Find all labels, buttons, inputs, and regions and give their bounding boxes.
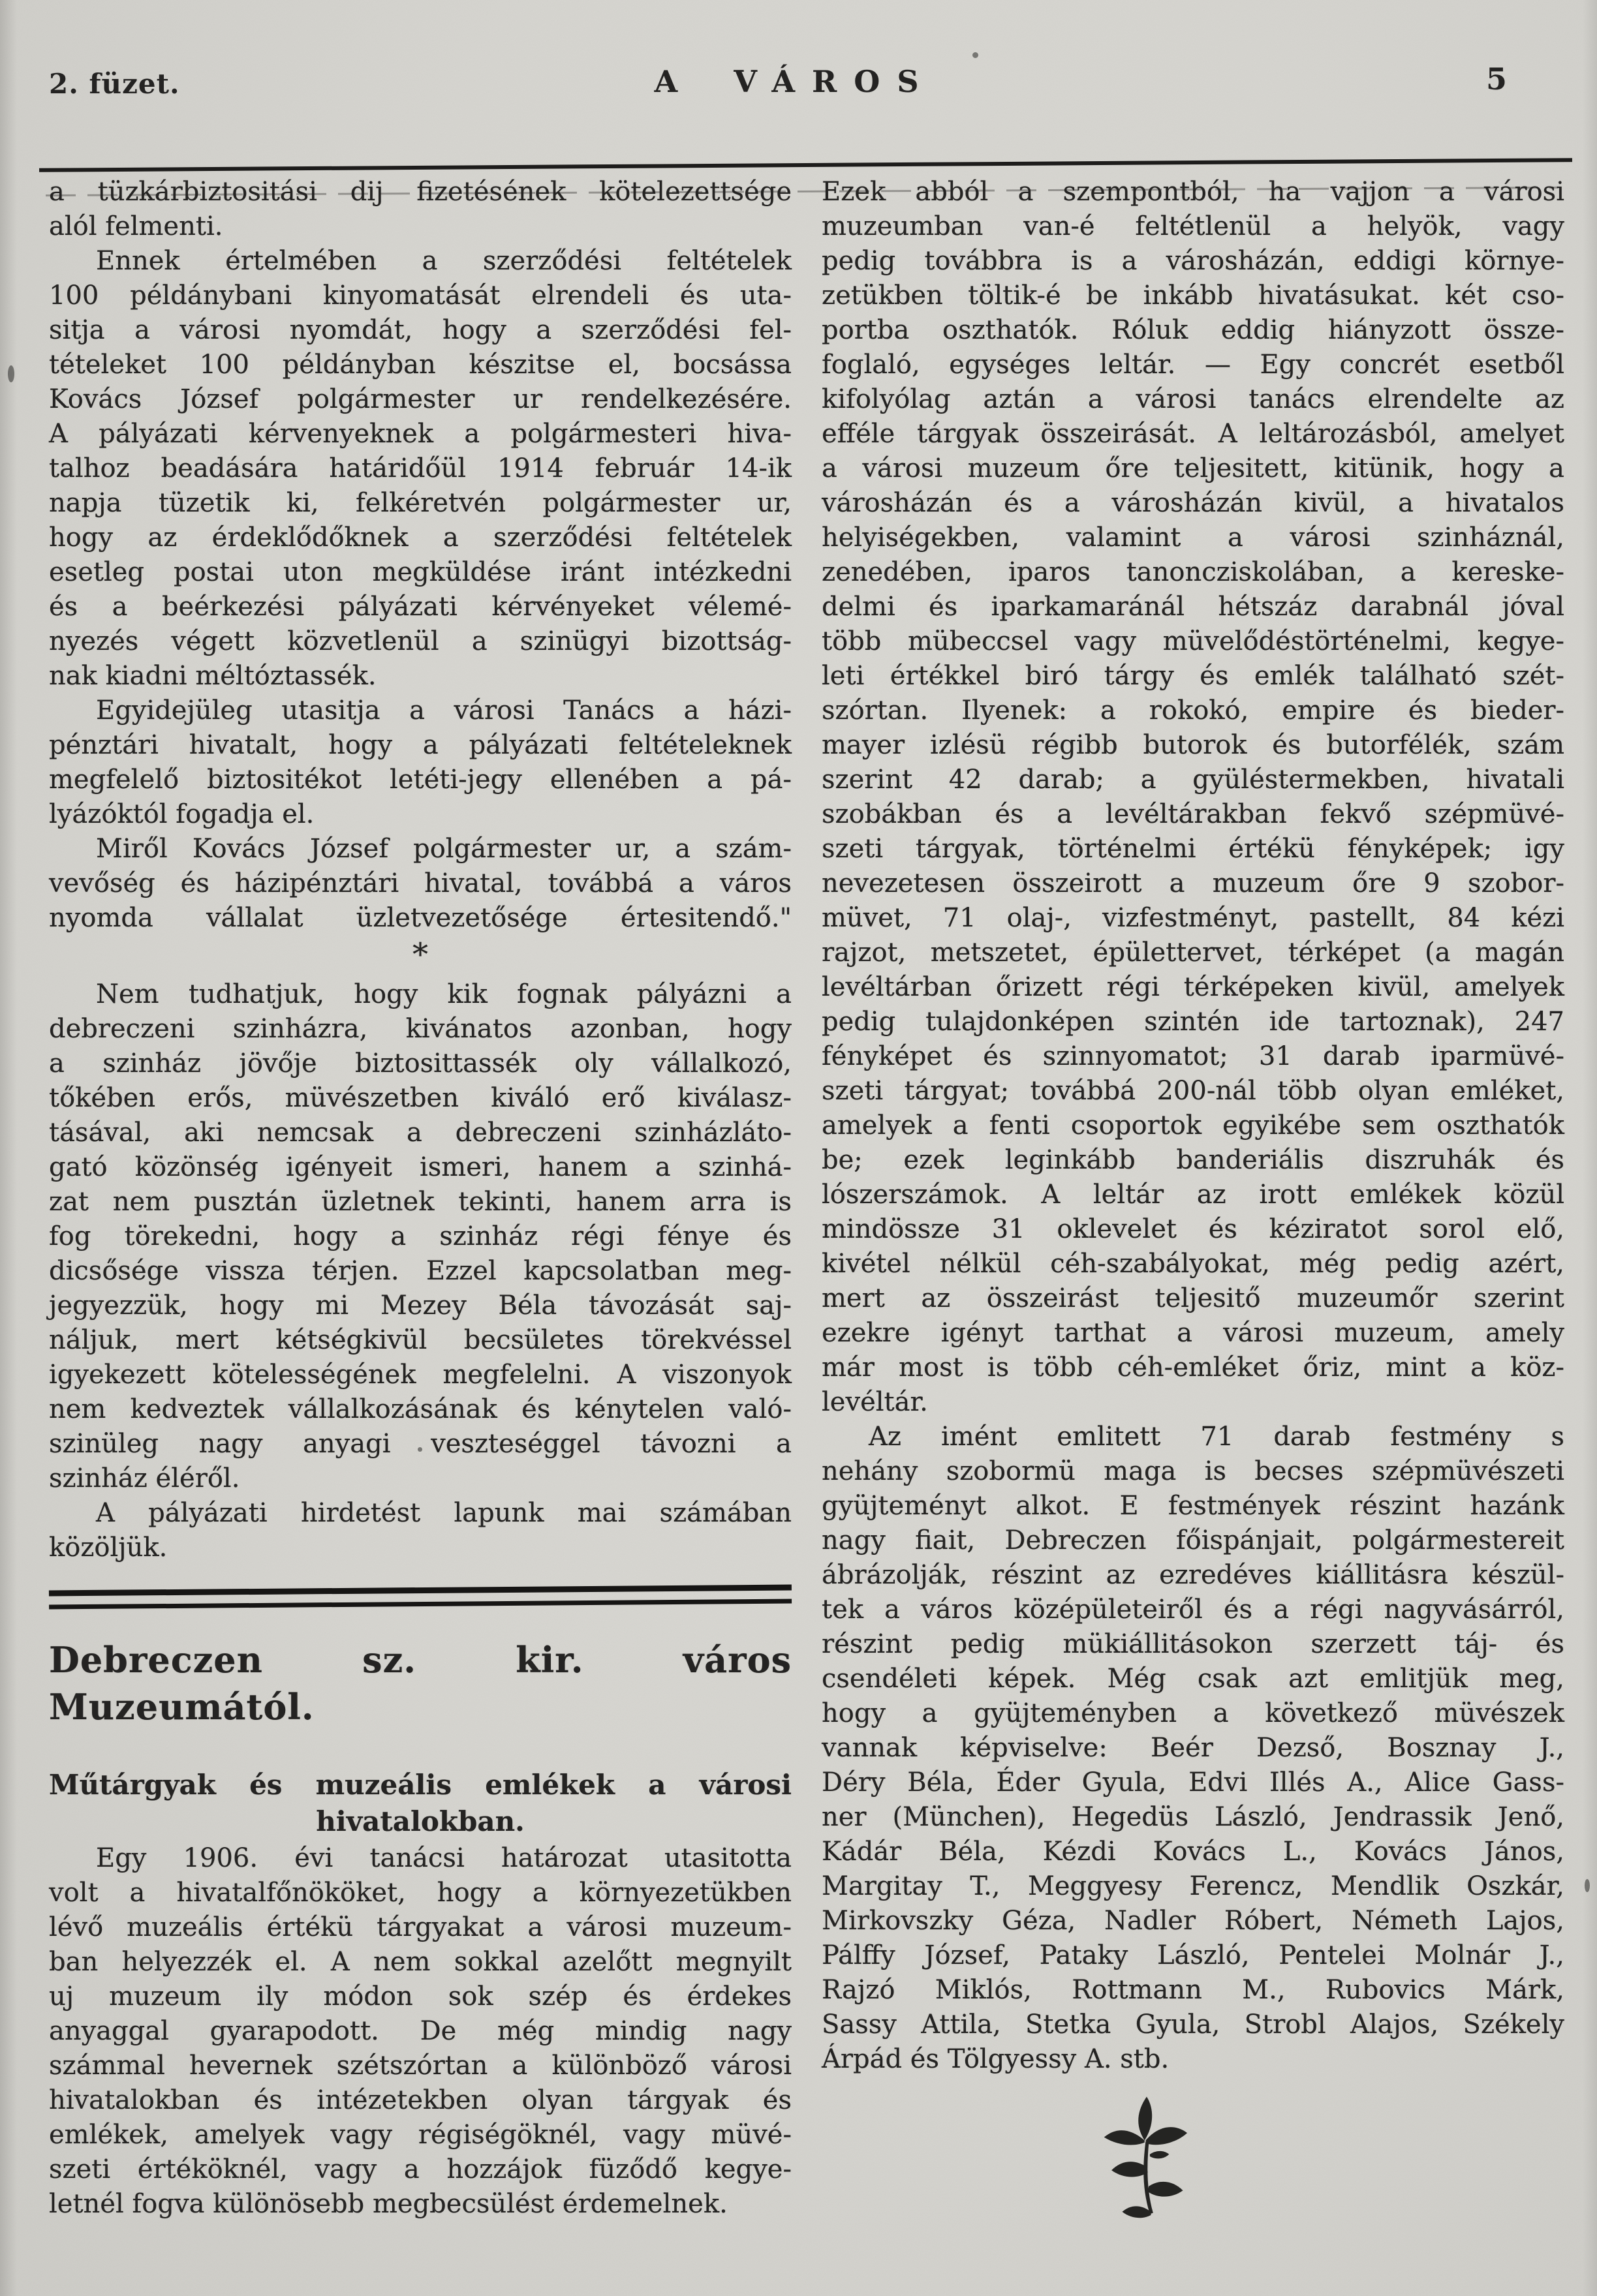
text-line: A pályázati hirdetést lapunk mai számában <box>96 1498 792 1528</box>
text-line: több mübeccsel vagy müvelődéstörténelmi, kegye- <box>822 626 1564 656</box>
text-line: esetleg postai uton megküldése iránt intézkedni <box>49 557 792 587</box>
text-line: Mirkovszky Géza, Nadler Róbert, Németh Lajos, <box>822 1906 1564 1936</box>
text-line: Rajzó Miklós, Rottmann M., Rubovics Márk, <box>822 1975 1564 2005</box>
paragraph <box>49 832 792 936</box>
text-line: pénztári hivatalt, hogy a pályázati feltételeknek <box>49 730 792 760</box>
text-line: szeti tárgyat; továbbá 200-nál több olyan emléket, <box>822 1076 1564 1106</box>
text-line: szeti tárgyak, történelmi értékü fényképek; igy <box>822 834 1564 864</box>
paragraph <box>49 244 792 694</box>
text-line: nagy fiait, Debreczen főispánjait, polgármestereit <box>822 1525 1564 1555</box>
text-line: nyomda vállalat üzletvezetősége értesitendő." <box>49 903 792 933</box>
text-line: helyiségekben, valamint a városi szinháznál, <box>822 523 1564 553</box>
text-line: 100 példánybani kinyomatását elrendeli és uta- <box>49 281 792 311</box>
text-line: fényképet és szinnyomatot; 31 darab iparmüvé- <box>822 1041 1564 1071</box>
text-line: delmi és iparkamaránál hétszáz darabnál jóval <box>822 592 1564 622</box>
text-line: nevezetesen összeirott a muzeum őre 9 szobor- <box>822 868 1564 898</box>
text-line: muzeumban van-é feltétlenül a helyök, vagy <box>822 211 1564 241</box>
page-number: 5 <box>1485 61 1507 97</box>
text-line: szerint 42 darab; a gyüléstermekben, hivatali <box>822 765 1564 795</box>
text-line: kifolyólag aztán a városi tanács elrendelte az <box>822 384 1564 414</box>
text-line: részint pedig mükiállitásokon szerzett táj- és <box>822 1629 1564 1659</box>
text-line: Ezek abból a szempontból, ha vajjon a városi <box>822 177 1564 207</box>
article-heading: Debreczen sz. kir. város Muzeumától. <box>49 1639 792 1728</box>
text-line: városházán és a városházán kivül, a hivatalos <box>822 488 1564 518</box>
text-line: számmal hevernek szétszórtan a különböző városi <box>49 2051 792 2081</box>
text-line: Nem tudhatjuk, hogy kik fognak pályázni a <box>96 979 792 1009</box>
article-subheading-line: hivatalokban. <box>316 1805 525 1837</box>
ink-speck <box>8 365 14 382</box>
text-line: mert az összeirást teljesitő muzeumőr szerint <box>822 1283 1564 1313</box>
text-line: tételeket 100 példányban készitse el, bocsássa <box>49 350 792 380</box>
text-line: szobákban és a levéltárakban fekvő szépmüvé- <box>822 799 1564 829</box>
text-line: lószerszámok. A leltár az irott emlékek közül <box>822 1180 1564 1210</box>
text-line: Árpád és Tölgyessy A. stb. <box>822 2044 1170 2074</box>
text-line: levéltárban őrizett régi térképeken kivül, amelyek <box>822 972 1564 1002</box>
text-line: nyezés végett közvetlenül a szinügyi bizottság- <box>49 626 792 656</box>
text-line: náljuk, mert kétségkivül becsületes törekvéssel <box>49 1325 792 1355</box>
text-line: be; ezek leginkább banderiális diszruhák és <box>822 1145 1564 1175</box>
text-line: a városi muzeum őre teljesitett, kitünik, hogy a <box>822 453 1564 483</box>
paragraph <box>822 175 1564 1420</box>
text-line: zetükben töltik-é be inkább hivatásukat. két cso- <box>822 281 1564 311</box>
paragraph <box>49 1496 792 1565</box>
text-line: lyázóktól fogadja el. <box>49 799 315 829</box>
text-line: anyaggal gyarapodott. De még mindig nagy <box>49 2016 792 2046</box>
text-line: ban helyezzék el. A nem sokkal azelőtt megnyilt <box>49 1947 792 1977</box>
text-line: kivétel nélkül céh-szabályokat, még pedig azért, <box>822 1249 1564 1279</box>
text-line: levéltár. <box>822 1387 928 1417</box>
text-line: szinház éléről. <box>49 1463 240 1493</box>
text-line: Egy 1906. évi tanácsi határozat utasitotta <box>96 1843 792 1873</box>
paragraph <box>822 1420 1564 2077</box>
text-line: csendéleti képek. Még csak azt emlitjük meg, <box>822 1664 1564 1694</box>
text-line: Pálffy József, Pataky László, Pentelei Molnár J., <box>822 1940 1564 1970</box>
text-line: zenedében, iparos tanoncziskolában, a kereske- <box>822 557 1564 587</box>
text-line: tőkében erős, müvészetben kiváló erő kiválasz- <box>49 1083 792 1113</box>
text-line: pedig továbbra is a városházán, eddigi környe- <box>822 246 1564 276</box>
paragraph <box>49 694 792 832</box>
text-line: tásával, aki nemcsak a debreczeni szinházláto- <box>49 1118 792 1148</box>
text-line: Ennek értelmében a szerződési feltételek <box>96 246 792 276</box>
text-line: letnél fogva különösebb megbecsülést érdemelnek. <box>49 2189 728 2219</box>
left-column-editorial-paragraphs <box>49 977 792 1565</box>
text-line: amelyek a fenti csoportok egyikébe sem oszthatók <box>822 1110 1564 1140</box>
text-line: és a beérkezési pályázati kérvényeket vélemé- <box>49 592 792 622</box>
text-line: efféle tárgyak összeirását. A leltározásból, amelyet <box>822 419 1564 449</box>
journal-title: A VÁROS <box>654 64 936 99</box>
text-line: zat nem pusztán üzletnek tekinti, hanem arra is <box>49 1187 792 1217</box>
section-separator-star: * <box>412 936 428 973</box>
text-line: talhoz beadására határidőül 1914 február 14-ik <box>49 453 792 483</box>
text-line: fog törekedni, hogy a szinház régi fénye és <box>49 1221 792 1251</box>
text-line: gató közönség igényeit ismeri, hanem a szinhá- <box>49 1152 792 1182</box>
text-line: gyüjteményt alkot. E festmények részint hazánk <box>822 1491 1564 1521</box>
right-column-paragraphs <box>822 175 1564 2077</box>
text-line: jegyezzük, hogy mi Mezey Béla távozását saj- <box>49 1291 792 1321</box>
text-line: Margitay T., Meggyesy Ferencz, Mendlik Oszkár, <box>822 1871 1564 1901</box>
article-body-paragraphs <box>49 1841 792 2222</box>
text-line: közöljük. <box>49 1533 168 1563</box>
text-line: Kádár Béla, Kézdi Kovács L., Kovács János, <box>822 1837 1564 1867</box>
paragraph <box>49 175 792 244</box>
paragraph <box>49 977 792 1496</box>
left-column-upper-paragraphs <box>49 175 792 936</box>
text-line: uj muzeum ily módon sok szép és érdekes <box>49 1982 792 2012</box>
article-subheading-line: Műtárgyak és muzeális emlékek a városi <box>49 1769 792 1801</box>
text-line: Egyidejüleg utasitja a városi Tanács a házi- <box>96 696 792 726</box>
text-line: müvet, 71 olaj-, vizfestményt, pastellt, 84 kézi <box>822 903 1564 933</box>
ink-speck <box>972 52 978 58</box>
text-line: napja tüzetik ki, felkéretvén polgármester ur, <box>49 488 792 518</box>
text-line: leti értékkel biró tárgy és emlék található szét- <box>822 661 1564 691</box>
ink-speck <box>1585 1879 1590 1892</box>
text-line: hogy a gyüjteményben a következő müvészek <box>822 1698 1564 1728</box>
two-column-text-area <box>49 175 1564 2222</box>
text-line: Az imént emlitett 71 darab festmény s <box>869 1422 1564 1452</box>
article-subheading <box>49 1767 792 1840</box>
text-line: foglaló, egységes leltár. — Egy concrét esetből <box>822 350 1564 380</box>
text-line: tek a város középületeiről és a régi nagyvásárról, <box>822 1595 1564 1625</box>
text-line: nak kiadni méltóztassék. <box>49 661 377 691</box>
text-line: nem kedveztek vállalkozásának és kénytelen való- <box>49 1394 792 1424</box>
text-line: Sassy Attila, Stetka Gyula, Strobl Alajos, Székely <box>822 2010 1564 2040</box>
text-line: pedig tulajdonképen szintén ide tartoznak), 247 <box>822 1007 1564 1037</box>
text-line: már most is több céh-emléket őriz, mint a köz- <box>822 1353 1564 1383</box>
text-line: A pályázati kérvenyeknek a polgármesteri hiva- <box>49 419 792 449</box>
page-header <box>49 60 1558 112</box>
text-line: sitja a városi nyomdát, hogy a szerződési fel- <box>49 315 792 345</box>
text-line: Déry Béla, Éder Gyula, Edvi Illés A., Alice Gass- <box>822 1768 1564 1798</box>
text-line: a tüzkárbiztositási dij fizetésének kötelezettsége <box>49 177 792 207</box>
text-line: szinüleg nagy anyagi veszteséggel távozni a <box>49 1429 792 1459</box>
text-line: emlékek, amelyek vagy régiségöknél, vagy müvé- <box>49 2120 792 2150</box>
text-line: Kovács József polgármester ur rendelkezésére. <box>49 384 792 414</box>
text-line: vannak képviselve: Beér Dezső, Bosznay J., <box>822 1733 1564 1763</box>
text-line: hogy az érdeklődőknek a szerződési feltételek <box>49 523 792 553</box>
text-line: megfelelő biztositékot letéti-jegy ellenében a pá- <box>49 765 792 795</box>
text-line: mayer izlésü régibb butorok és butorfélék, szám <box>822 730 1564 760</box>
text-line: alól felmenti. <box>49 211 223 241</box>
text-line: ezekre igényt tarthat a városi muzeum, amely <box>822 1318 1564 1348</box>
text-line: szórtan. Ilyenek: a rokokó, empire és bieder- <box>822 696 1564 726</box>
floral-flourish-icon <box>1088 2092 1205 2220</box>
text-line: dicsősége vissza térjen. Ezzel kapcsolatban meg- <box>49 1256 792 1286</box>
text-line: igyekezett kötelességének megfelelni. A viszonyok <box>49 1360 792 1390</box>
text-line: mindössze 31 oklevelet és kéziratot sorol elő, <box>822 1214 1564 1244</box>
right-column <box>822 175 1564 2222</box>
text-line: ner (München), Hegedüs László, Jendrassik Jenő, <box>822 1802 1564 1832</box>
text-line: volt a hivatalfőnököket, hogy a környezetükben <box>49 1878 792 1908</box>
text-line: ábrázolják, részint az ezredéves kiállitásra készül- <box>822 1560 1564 1590</box>
text-line: vevőség és házipénztári hivatal, továbbá a város <box>49 868 792 898</box>
text-line: debreczeni szinházra, kivánatos azonban, hogy <box>49 1014 792 1044</box>
text-line: lévő muzeális értékü tárgyakat a városi muzeum- <box>49 1912 792 1942</box>
left-column <box>49 175 792 2222</box>
issue-label: 2. füzet. <box>49 68 180 100</box>
paragraph <box>49 1841 792 2222</box>
text-line: portba oszthatók. Róluk eddig hiányzott össze- <box>822 315 1564 345</box>
text-line: szeti értéköknél, vagy a hozzájok füződő kegye- <box>49 2154 792 2184</box>
header-rule <box>39 158 1572 172</box>
text-line: rajzot, metszetet, épülettervet, térképet (a magán <box>822 938 1564 968</box>
article-divider-double-rule <box>49 1585 792 1610</box>
text-line: hivatalokban és intézetekben olyan tárgyak és <box>49 2085 792 2115</box>
text-line: Miről Kovács József polgármester ur, a szám- <box>96 834 792 864</box>
text-line: nehány szobormü maga is becses szépmüvészeti <box>822 1456 1564 1486</box>
text-line: a szinház jövője biztosittassék oly vállalkozó, <box>49 1049 792 1079</box>
